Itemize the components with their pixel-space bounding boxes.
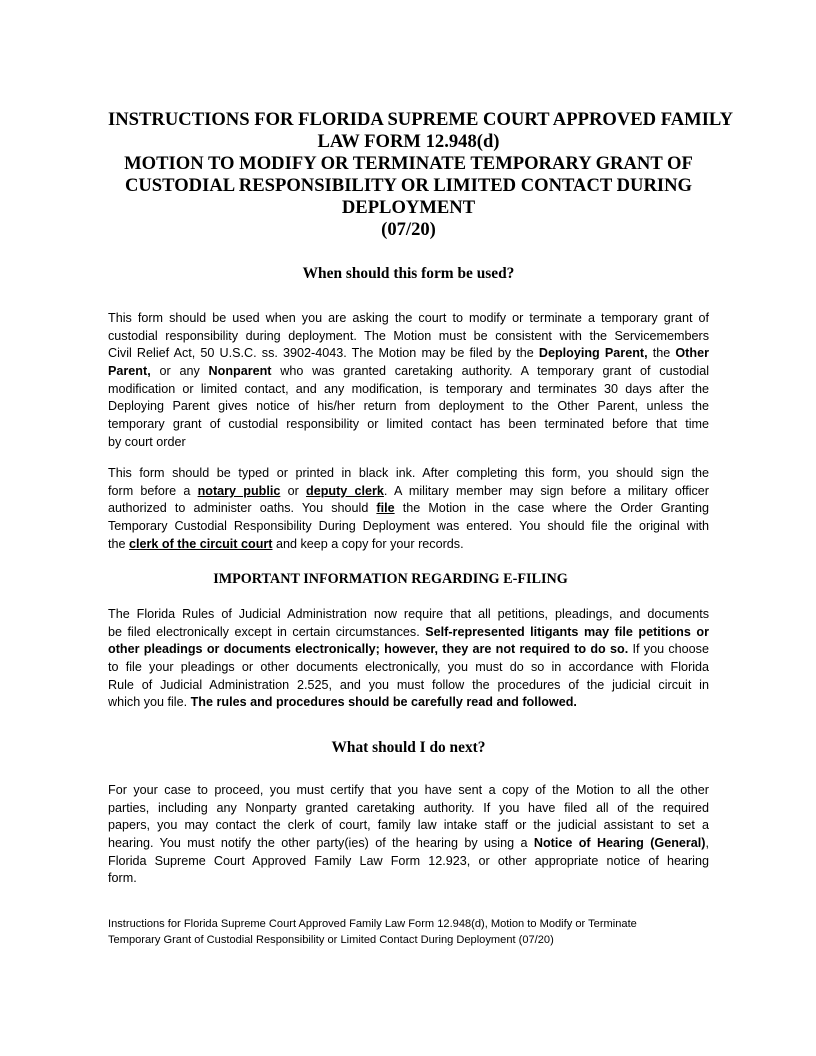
text-span: . A military member may sign before a military officer: [383, 483, 709, 498]
text-line: [108, 835, 709, 853]
paragraph-next-steps: [108, 782, 709, 888]
title-line: DEPLOYMENT: [341, 197, 476, 218]
text-span: the: [108, 536, 130, 551]
text-line: [108, 500, 709, 518]
paragraph-form-usage: [108, 310, 709, 452]
text-line: This form should be typed or printed in black ink. After completing this form, you should sign the: [108, 466, 709, 480]
text-span: and keep a copy for your records.: [272, 536, 464, 551]
text-span: authorized to administer oaths. You should: [108, 501, 377, 516]
text-line: by court order: [108, 434, 186, 449]
text-line: [108, 345, 709, 363]
text-line: custodial responsibility during deployment. The Motion must be consistent with the Servicemembers: [108, 328, 709, 343]
text-line: [108, 536, 709, 554]
text-line: [108, 694, 709, 712]
document-page: [108, 0, 734, 1056]
text-line: temporary grant of custodial responsibility or limited contact has been terminated before that time: [108, 417, 709, 432]
deploying-parent-term: Deploying Parent,: [538, 346, 648, 361]
text-span: the: [647, 346, 676, 361]
text-line: to file your pleadings or other documents electronically, you must do so in accordance with Florida: [108, 660, 709, 675]
section-heading-next-steps: What should I do next?: [331, 739, 486, 756]
text-span: ,: [705, 836, 709, 851]
bold-text: other pleadings or documents electronically; however, they are not required to do so.: [108, 642, 629, 657]
notary-public-link[interactable]: notary public: [197, 483, 281, 498]
text-line: The Florida Rules of Judicial Administration now require that all petitions, pleadings, and documents: [108, 607, 709, 621]
text-line: [108, 363, 709, 381]
file-link[interactable]: file: [376, 501, 395, 516]
title-line: LAW FORM 12.948(d): [317, 131, 500, 152]
text-line: [108, 641, 709, 659]
footer-line: Instructions for Florida Supreme Court Approved Family Law Form 12.948(d), Motion to Modify or Terminate: [108, 918, 637, 930]
notice-of-hearing-term: Notice of Hearing (General): [533, 836, 706, 851]
other-parent-term: Other: [675, 346, 709, 361]
text-line: papers, you may contact the clerk of court, family law intake staff or the judicial assistant to set a: [108, 818, 709, 833]
deputy-clerk-link[interactable]: deputy clerk: [306, 483, 384, 498]
section-heading-when-used: When should this form be used?: [302, 265, 515, 282]
text-span: who was granted caretaking authority. A temporary grant of custodial: [271, 364, 710, 379]
text-span: the Motion in the case where the Order Granting: [394, 501, 709, 516]
text-line: parties, including any Nonparty granted caretaking authority. If you have filed all of the required: [108, 800, 709, 815]
title-line: (07/20): [381, 219, 436, 240]
bold-text: Self-represented litigants may file petitions or: [425, 624, 709, 639]
text-line: This form should be used when you are asking the court to modify or terminate a temporary grant of: [108, 311, 709, 325]
title-line: MOTION TO MODIFY OR TERMINATE TEMPORARY GRANT OF: [124, 153, 693, 174]
text-span: or: [280, 483, 306, 498]
text-line: Rule of Judicial Administration 2.525, and you must follow the procedures of the judicial circuit in: [108, 677, 709, 692]
text-span: be filed electronically except in certain circumstances.: [108, 624, 426, 639]
text-line: modification or limited contact, and any modification, is temporary and terminates 30 days after the: [108, 381, 709, 396]
text-span: which you file.: [108, 695, 191, 710]
document-title: [108, 109, 734, 241]
text-span: or any: [150, 364, 209, 379]
page-footer: [108, 916, 709, 948]
section-heading-efiling: IMPORTANT INFORMATION REGARDING E-FILING: [213, 571, 568, 587]
text-span: form before a: [108, 483, 198, 498]
text-span: If you choose: [628, 642, 709, 657]
text-line: Temporary Custodial Responsibility During Deployment was entered. You should file the original with: [108, 519, 709, 534]
text-line: Florida Supreme Court Approved Family Law Form 12.923, or other appropriate notice of hearing: [108, 853, 709, 868]
text-span: Civil Relief Act, 50 U.S.C. ss. 3902-4043. The Motion may be filed by the: [108, 346, 539, 361]
bold-text: The rules and procedures should be carefully read and followed.: [190, 695, 577, 710]
clerk-of-circuit-court-link[interactable]: clerk of the circuit court: [129, 536, 273, 551]
text-line: form.: [108, 871, 137, 886]
text-line: [108, 483, 709, 501]
paragraph-signing-filing: [108, 465, 709, 553]
text-line: [108, 624, 709, 642]
text-line: Deploying Parent gives notice of his/her return from deployment to the Other Parent, unless the: [108, 399, 709, 414]
other-parent-term: Parent,: [108, 364, 151, 379]
paragraph-efiling: [108, 606, 709, 712]
title-line: INSTRUCTIONS FOR FLORIDA SUPREME COURT APPROVED FAMILY: [108, 109, 734, 130]
footer-line: Temporary Grant of Custodial Responsibility or Limited Contact During Deployment (07/20): [108, 934, 554, 946]
text-line: For your case to proceed, you must certify that you have sent a copy of the Motion to all the other: [108, 783, 709, 797]
text-span: hearing. You must notify the other party(ies) of the hearing by using a: [108, 836, 534, 851]
title-line: CUSTODIAL RESPONSIBILITY OR LIMITED CONTACT DURING: [124, 175, 693, 196]
nonparent-term: Nonparent: [208, 364, 272, 379]
